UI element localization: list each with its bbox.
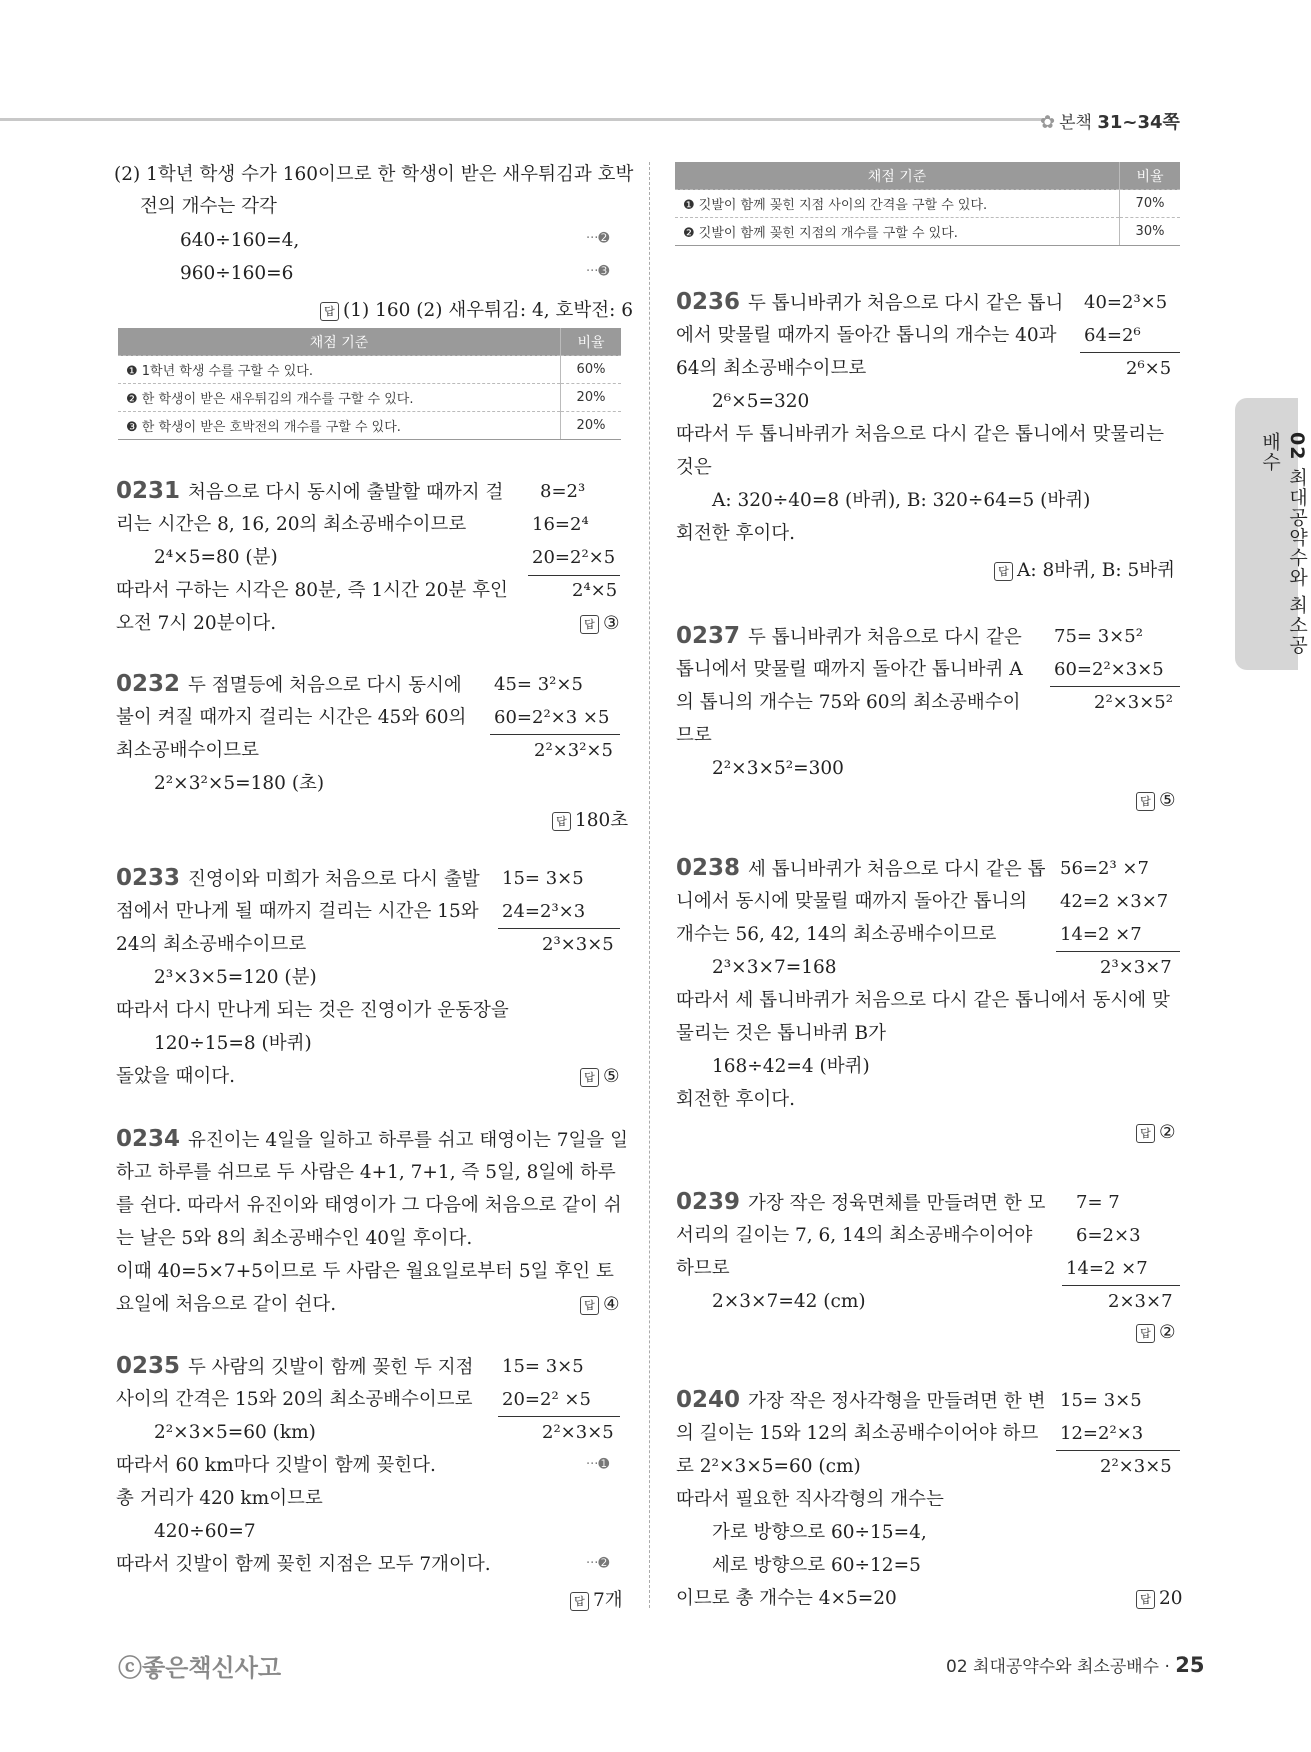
answer: 답⑤ [580, 1066, 620, 1087]
solution-line: 리는 시간은 8, 16, 20의 최소공배수이므로 [116, 514, 467, 535]
solution-line: 불이 켜질 때까지 걸리는 시간은 45와 60의 [116, 707, 467, 728]
solution-line: 168÷42=4 (바퀴) [712, 1056, 870, 1077]
answer-icon [320, 302, 339, 321]
answer: 답② [1136, 1322, 1176, 1343]
table-header: 채점 기준 [675, 162, 1120, 190]
scoring-table [675, 162, 1180, 246]
solution-line: 따라서 다시 만나게 되는 것은 진영이가 운동장을 [116, 1000, 509, 1021]
solution-line: 의 길이는 15와 12의 최소공배수이어야 하므 [676, 1423, 1039, 1444]
factor-row: 8=2³ [540, 481, 586, 502]
table-header: 비율 [1120, 162, 1181, 190]
problem-0239: 0239 가장 작은 정육면체를 만들려면 한 모 [676, 1189, 1046, 1215]
solution-line: 하므로 [676, 1258, 730, 1279]
answer-icon [1136, 1590, 1155, 1609]
answer-icon [552, 812, 571, 831]
solution-line: 로 2²×3×5=60 (cm) [676, 1456, 861, 1477]
answer-icon [1136, 792, 1155, 811]
solution-line: 물리는 것은 톱니바퀴 B가 [676, 1023, 886, 1044]
header-rule [0, 118, 1045, 121]
solution-line: 총 거리가 420 km이므로 [116, 1488, 323, 1509]
solution-line: 2²×3²×5=180 (초) [154, 773, 325, 794]
answer-icon [580, 1068, 599, 1087]
solution-line: 오전 7시 20분이다. [116, 613, 277, 634]
problem-0236: 0236 두 톱니바퀴가 처음으로 다시 같은 톱니 [676, 289, 1064, 315]
solution-line: 2²×3×5=60 (km) [154, 1422, 316, 1443]
answer-icon [1136, 1324, 1155, 1343]
solution-line: 따라서 60 km마다 깃발이 함께 꽂힌다. [116, 1455, 436, 1476]
solution-line: 따라서 필요한 직사각형의 개수는 [676, 1489, 944, 1510]
factor-row: 60=2²×3×5 [1054, 659, 1164, 680]
solution-line: 이므로 총 개수는 4×5=20 [676, 1588, 897, 1609]
solution-line: 의 톱니의 개수는 75와 60의 최소공배수이 [676, 692, 1021, 713]
solution-line: 따라서 깃발이 함께 꽂힌 지점은 모두 7개이다. [116, 1554, 491, 1575]
answer: 답7개 [570, 1586, 623, 1612]
step-marker: ···➌ [586, 264, 610, 279]
factor-result: 2⁶×5 [1126, 358, 1172, 379]
solution-line: 최소공배수이므로 [116, 740, 259, 761]
chapter-number: 02 [1286, 432, 1308, 461]
solution-line: 세로 방향으로 60÷12=5 [712, 1555, 921, 1576]
solution-line: 따라서 두 톱니바퀴가 처음으로 다시 같은 톱니에서 맞물리는 [676, 424, 1164, 445]
solution-line: 64의 최소공배수이므로 [676, 358, 867, 379]
solution-line: 톱니에서 맞물릴 때까지 돌아간 톱니바퀴 A [676, 659, 1023, 680]
solution-line: 요일에 처음으로 같이 쉰다. [116, 1294, 337, 1315]
chapter-side-tab[interactable] [1235, 398, 1308, 670]
answer-icon [580, 1296, 599, 1315]
step-marker: ···➊ [586, 1457, 610, 1472]
solution-line: 24의 최소공배수이므로 [116, 934, 307, 955]
solution-line: A: 320÷40=8 (바퀴), B: 320÷64=5 (바퀴) [712, 490, 1091, 511]
problem-0232: 0232 두 점멸등에 처음으로 다시 동시에 [116, 671, 462, 697]
solution-line: 420÷60=7 [154, 1521, 256, 1542]
problem-0234: 0234 유진이는 4일을 일하고 하루를 쉬고 태영이는 7일을 일 [116, 1126, 629, 1152]
factor-result: 2³×3×5 [542, 934, 614, 955]
problem-0235: 0235 두 사람의 깃발이 함께 꽂힌 두 지점 [116, 1353, 474, 1379]
factor-result: 2×3×7 [1108, 1291, 1173, 1312]
factor-row: 40=2³×5 [1084, 292, 1168, 313]
solution-line: 2×3×7=42 (cm) [712, 1291, 866, 1312]
factor-row: 56=2³ ×7 [1060, 858, 1149, 879]
table-row: ❷ 깃발이 함께 꽂힌 지점의 개수를 구할 수 있다. 30% [675, 218, 1180, 246]
solution-line: 사이의 간격은 15와 20의 최소공배수이므로 [116, 1389, 473, 1410]
factor-result: 2²×3²×5 [534, 740, 613, 761]
factor-row: 16=2⁴ [532, 514, 589, 535]
solution-line: 120÷15=8 (바퀴) [154, 1033, 312, 1054]
solution-line: 에서 맞물릴 때까지 돌아간 톱니의 개수는 40과 [676, 325, 1057, 346]
solution-line: 2³×3×7=168 [712, 957, 837, 978]
problem-0237: 0237 두 톱니바퀴가 처음으로 다시 같은 [676, 623, 1022, 649]
solution-line: 것은 [676, 457, 712, 478]
table-header: 채점 기준 [118, 328, 561, 356]
solution-line: 회전한 후이다. [676, 523, 795, 544]
solution-line: 따라서 세 톱니바퀴가 처음으로 다시 같은 톱니에서 동시에 맞 [676, 990, 1170, 1011]
column-divider [649, 162, 650, 1608]
answer: 답③ [580, 613, 620, 634]
factor-result: 2²×3×5 [1100, 1456, 1172, 1477]
solution-line: 회전한 후이다. [676, 1089, 795, 1110]
solution-line: 전의 개수는 각각 [140, 196, 277, 217]
factor-row: 75= 3×5² [1054, 626, 1143, 647]
factor-row: 12=2²×3 [1060, 1423, 1144, 1444]
answer: 답(1) 160 (2) 새우튀김: 4, 호박전: 6 [320, 296, 633, 322]
book-page-reference: ✿ 본책 31~34쪽 [1040, 112, 1180, 133]
problem-0240: 0240 가장 작은 정사각형을 만들려면 한 변 [676, 1387, 1046, 1413]
solution-line: 는 날은 5와 8의 최소공배수인 40일 후이다. [116, 1228, 473, 1249]
solution-line: 점에서 만나게 될 때까지 걸리는 시간은 15와 [116, 901, 479, 922]
publisher-logo: ⓒ좋은책신사고 [118, 1654, 282, 1682]
factor-row: 60=2²×3 ×5 [494, 707, 610, 728]
factor-row: 20=2² ×5 [502, 1389, 591, 1410]
solution-line: 니에서 동시에 맞물릴 때까지 돌아간 톱니의 [676, 891, 1028, 912]
factor-row: 15= 3×5 [1060, 1390, 1142, 1411]
scoring-table [118, 328, 621, 440]
answer: 답② [1136, 1122, 1176, 1143]
solution-line: 2⁴×5=80 (분) [154, 547, 278, 568]
factor-row: 14=2 ×7 [1066, 1258, 1148, 1279]
problem-0233: 0233 진영이와 미희가 처음으로 다시 출발 [116, 865, 480, 891]
factor-row: 6=2×3 [1076, 1225, 1141, 1246]
factor-row: 64=2⁶ [1084, 325, 1141, 346]
factor-row: 20=2²×5 [532, 547, 616, 568]
solution-line: (2) 1학년 학생 수가 160이므로 한 학생이 받은 새우튀김과 호박 [114, 164, 634, 185]
solution-line: 2³×3×5=120 (분) [154, 967, 317, 988]
factor-result: 2²×3×5² [1094, 692, 1173, 713]
solution-line: 640÷160=4, [180, 230, 300, 251]
solution-line: 를 쉰다. 따라서 유진이와 태영이가 그 다음에 처음으로 같이 쉬 [116, 1195, 622, 1216]
answer: 답20 [1136, 1588, 1183, 1609]
table-row: ❷ 한 학생이 받은 새우튀김의 개수를 구할 수 있다. 20% [118, 384, 621, 412]
table-row: ❶ 1학년 학생 수를 구할 수 있다. 60% [118, 356, 621, 384]
step-marker: ···➋ [586, 231, 610, 246]
answer: 답A: 8바퀴, B: 5바퀴 [994, 556, 1175, 582]
factor-result: 2³×3×7 [1100, 957, 1172, 978]
step-marker: ···➋ [586, 1556, 610, 1571]
answer-icon [1136, 1124, 1155, 1143]
table-row: ❸ 한 학생이 받은 호박전의 개수를 구할 수 있다. 20% [118, 412, 621, 440]
solution-line: 960÷160=6 [180, 263, 294, 284]
chapter-title: 최대공약수와 최소공배수 [1259, 432, 1308, 655]
factor-row: 7= 7 [1076, 1192, 1120, 1213]
factor-result: 2⁴×5 [572, 580, 618, 601]
solution-line: 따라서 구하는 시각은 80분, 즉 1시간 20분 후인 [116, 580, 508, 601]
solution-line: 가로 방향으로 60÷15=4, [712, 1522, 927, 1543]
answer: 답 ④ [580, 1294, 620, 1315]
factor-row: 42=2 ×3×7 [1060, 891, 1169, 912]
flower-icon: ✿ [1040, 112, 1056, 133]
page-footer: 02 최대공약수와 최소공배수 · 25 [946, 1653, 1205, 1677]
solution-line: 2⁶×5=320 [712, 391, 810, 412]
factor-row: 14=2 ×7 [1060, 924, 1142, 945]
table-row: ❶ 깃발이 함께 꽂힌 지점 사이의 간격을 구할 수 있다. 70% [675, 190, 1180, 218]
problem-0238: 0238 세 톱니바퀴가 처음으로 다시 같은 톱 [676, 855, 1046, 881]
problem-0231: 0231 처음으로 다시 동시에 출발할 때까지 걸 [116, 478, 504, 504]
solution-line: 돌았을 때이다. [116, 1066, 235, 1087]
table-header: 비율 [561, 328, 622, 356]
answer-icon [580, 615, 599, 634]
factor-row: 24=2³×3 [502, 901, 586, 922]
answer-icon [570, 1592, 589, 1611]
answer: 답⑤ [1136, 790, 1176, 811]
solution-line: 하고 하루를 쉬므로 두 사람은 4+1, 7+1, 즉 5일, 8일에 하루 [116, 1162, 616, 1183]
solution-line: 2²×3×5²=300 [712, 758, 844, 779]
factor-row: 15= 3×5 [502, 868, 584, 889]
factor-row: 15= 3×5 [502, 1356, 584, 1377]
solution-line: 므로 [676, 725, 712, 746]
solution-line: 서리의 길이는 7, 6, 14의 최소공배수이어야 [676, 1225, 1033, 1246]
factor-row: 45= 3²×5 [494, 674, 583, 695]
factor-result: 2²×3×5 [542, 1422, 614, 1443]
solution-line: 이때 40=5×7+5이므로 두 사람은 월요일로부터 5일 후인 토 [116, 1261, 614, 1282]
answer-icon [994, 562, 1013, 581]
answer: 답180초 [552, 806, 628, 832]
page-number: 25 [1175, 1653, 1205, 1677]
solution-line: 개수는 56, 42, 14의 최소공배수이므로 [676, 924, 997, 945]
